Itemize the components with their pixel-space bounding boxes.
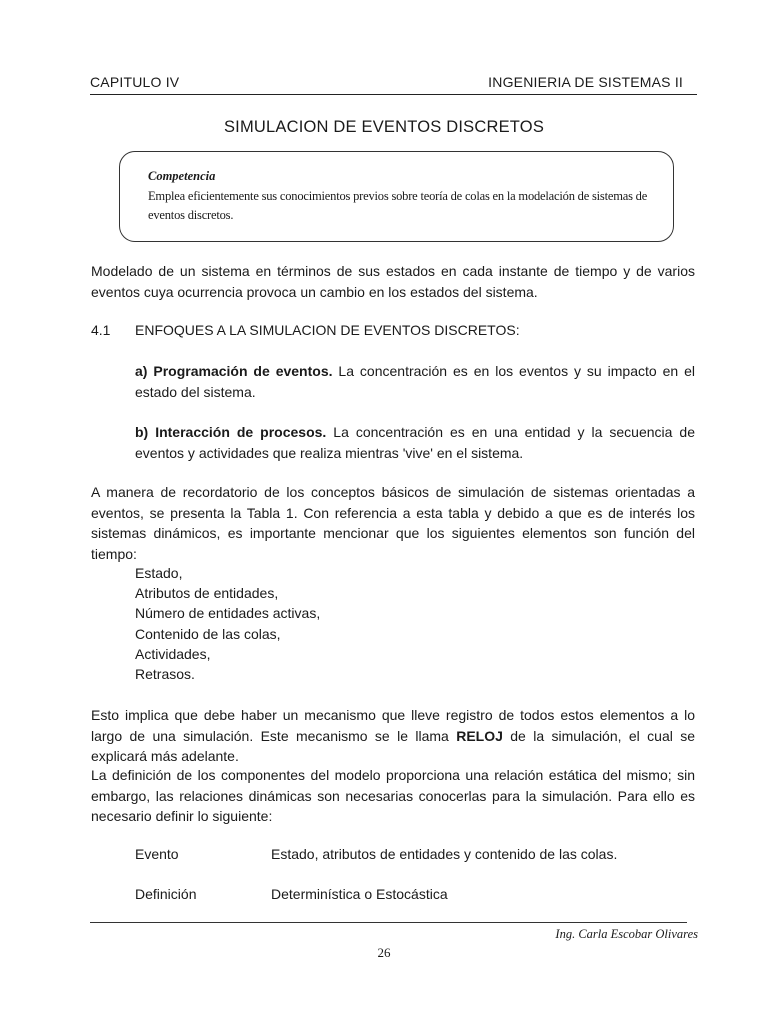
approach-b-text: La concentración es en una entidad y la secuencia de eventos y actividades que realiza mientras 'vive' en el sistema. bbox=[135, 424, 695, 461]
intro-paragraph: Modelado de un sistema en términos de sus estados en cada instante de tiempo y de varios eventos cuya ocurrencia provoca un cambio en los estados del sistema. bbox=[91, 263, 695, 300]
page-title: SIMULACION DE EVENTOS DISCRETOS bbox=[223, 118, 545, 136]
list-item: Contenido de las colas, bbox=[135, 625, 281, 642]
section-title: ENFOQUES A LA SIMULACION DE EVENTOS DISCRETOS: bbox=[135, 322, 520, 338]
page-number: 26 bbox=[377, 945, 391, 960]
page-header bbox=[90, 68, 697, 95]
competencia-text: Emplea eficientemente sus conocimientos previos sobre teoría de colas en la modelación de sistemas de eventos discretos. bbox=[148, 189, 648, 222]
header-chapter: CAPITULO IV bbox=[90, 74, 180, 90]
footer-rule bbox=[90, 922, 687, 923]
list-item: Número de entidades activas, bbox=[135, 605, 321, 622]
footer-author: Ing. Carla Escobar Olivares bbox=[555, 927, 698, 941]
competencia-label: Competencia bbox=[148, 169, 216, 183]
reloj-text-after: de la simulación, el cual se explicará más adelante. bbox=[91, 727, 696, 764]
list-item: Atributos de entidades, bbox=[135, 585, 279, 602]
reloj-keyword: RELOJ bbox=[456, 727, 503, 744]
definition-term: Evento bbox=[135, 846, 179, 862]
approach-a-paragraph bbox=[135, 361, 695, 402]
reloj-text-before: Esto implica que debe haber un mecanismo que lleve registro de todos estos elementos a lo largo de una simulación. Este mecanismo se le llama bbox=[91, 707, 695, 744]
approach-b-paragraph bbox=[135, 422, 695, 463]
list-item: Estado, bbox=[135, 565, 183, 581]
approach-a-title: a) Programación de eventos. bbox=[135, 363, 333, 379]
definition-desc: Determinística o Estocástica bbox=[271, 886, 448, 902]
section-heading bbox=[91, 322, 520, 338]
reloj-paragraph bbox=[91, 705, 695, 767]
definition-term: Definición bbox=[135, 886, 197, 902]
elements-list bbox=[135, 563, 320, 684]
tabla-paragraph: A manera de recordatorio de los conceptos básicos de simulación de sistemas orientadas a eventos, se presenta la Tabla 1. Con referencia a esta tabla y debido a que es de interés los sistemas dinámicos, es importante mencionar que los siguientes elementos son función del tiempo: bbox=[91, 484, 695, 562]
list-item: Retrasos. bbox=[135, 666, 195, 683]
definition-paragraph: La definición de los componentes del modelo proporciona una relación estática del mismo; sin embargo, las relaciones dinámicas son necesarias conocerlas para la simulación. Para ello es necesario definir lo siguiente: bbox=[91, 767, 695, 824]
header-course: INGENIERIA DE SISTEMAS II bbox=[488, 74, 683, 90]
approach-a-text: La concentración es en los eventos y su impacto en el estado del sistema. bbox=[135, 363, 695, 400]
section-number: 4.1 bbox=[91, 322, 111, 338]
competencia-box bbox=[119, 151, 674, 242]
list-item: Actividades, bbox=[135, 645, 211, 662]
approach-b-title: b) Interacción de procesos. bbox=[135, 424, 327, 440]
definition-desc: Estado, atributos de entidades y contenido de las colas. bbox=[271, 846, 618, 862]
